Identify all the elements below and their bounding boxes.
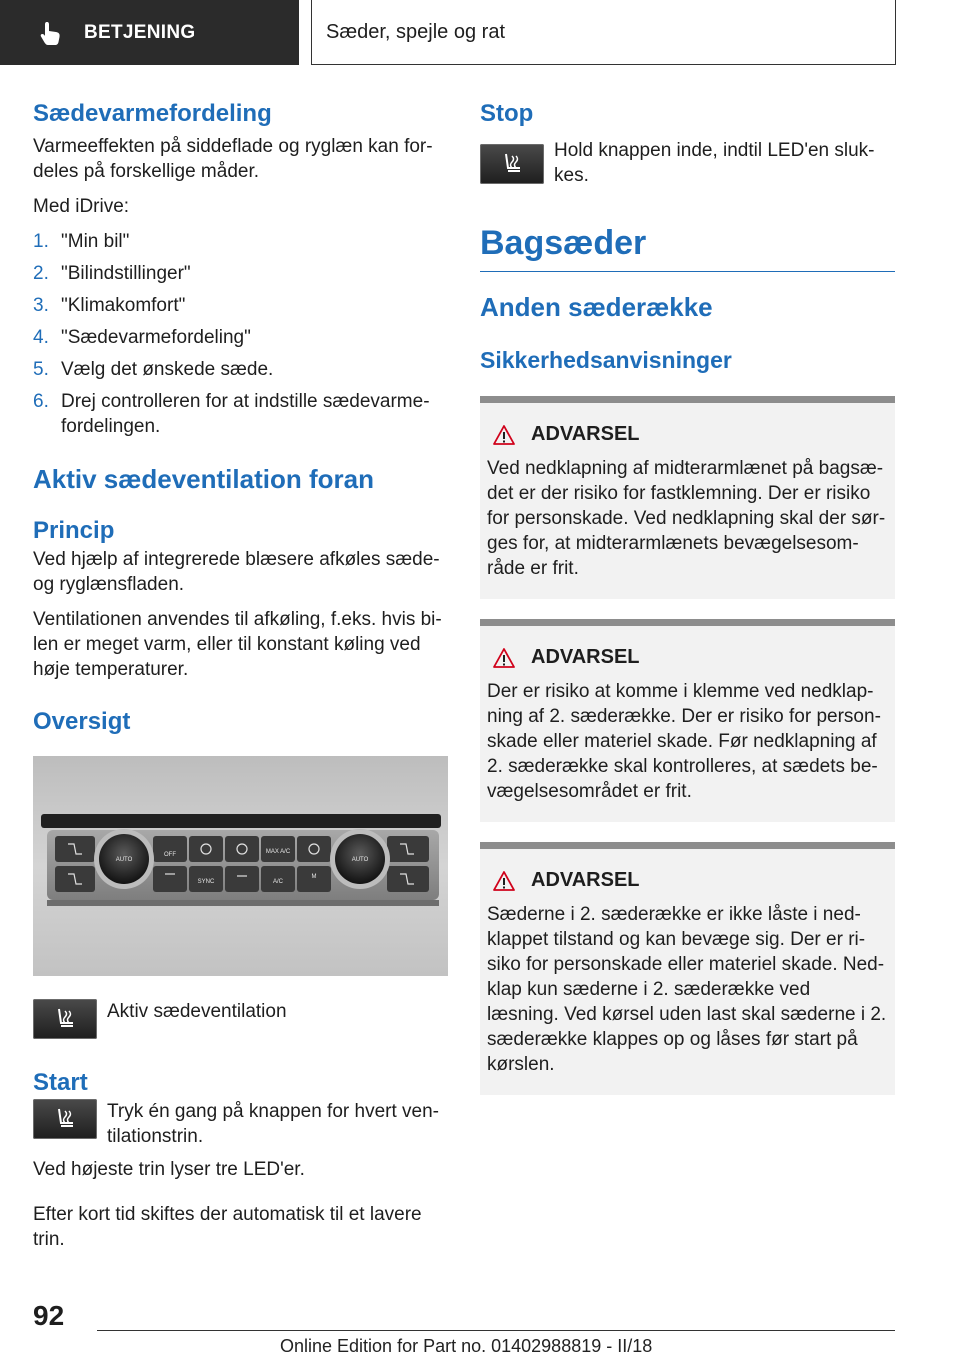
idrive-steps xyxy=(33,229,448,439)
footer-divider xyxy=(97,1330,895,1331)
paragraph-after: Efter kort tid skiftes der automatisk til et lavere trin. xyxy=(33,1204,422,1250)
warning-triangle-icon xyxy=(493,648,515,668)
section-tab xyxy=(0,0,299,65)
warning-triangle-icon xyxy=(493,871,515,891)
list-item: 5. Vælg det ønskede sæde. xyxy=(33,359,274,380)
heading-stop: Stop xyxy=(480,100,534,127)
warning-box xyxy=(480,619,895,822)
warning-title: ADVARSEL xyxy=(531,869,640,891)
list-item: 4. "Sædevarmefordeling" xyxy=(33,327,251,348)
warning-text: Sæderne i 2. sæderække er ikke låste i nedklappet tilstand og kan bevæge sig. Der er risiko for personskade eller materiel skade. Nedklap kun sæderne i 2. sæderække ved læsning. Ved kørsel uden last skal sæderne i 2. sæderække klappes op og låses før start på kørslen. xyxy=(487,904,887,1075)
warning-box xyxy=(480,842,895,1095)
heading-second-row: Anden sæderække xyxy=(480,292,713,322)
m-label: M xyxy=(311,874,317,880)
heading-rear-seats: Bagsæder xyxy=(480,224,895,272)
warning-title: ADVARSEL xyxy=(531,423,640,445)
section-label: BETJENING xyxy=(84,21,196,43)
ventilation-caption: Aktiv sædeventilation xyxy=(107,1001,287,1022)
right-column xyxy=(480,100,895,1115)
heading-start: Start xyxy=(33,1069,88,1096)
list-item: 6. Drej controlleren for at indstille sædevarmefordelingen. xyxy=(33,391,430,437)
list-item: 2. "Bilindstillinger" xyxy=(33,263,191,284)
paragraph-stop: Hold knappen inde, indtil LED'en slukkes. xyxy=(554,140,875,186)
climate-control-panel-photo xyxy=(33,756,448,976)
hand-pointer-icon xyxy=(38,20,64,46)
list-item: 3. "Klimakomfort" xyxy=(33,295,186,316)
paragraph-idrive: Med iDrive: xyxy=(33,196,130,217)
warning-box xyxy=(480,396,895,599)
heading-safety-notes: Sikkerhedsanvisninger xyxy=(480,347,732,373)
heading-principle: Princip xyxy=(33,517,115,544)
list-item: 1. "Min bil" xyxy=(33,231,130,252)
off-label: OFF xyxy=(164,852,176,858)
heading-active-ventilation: Aktiv sædeventilation foran xyxy=(33,464,374,494)
ac-label: A/C xyxy=(272,879,284,885)
auto-label: AUTO xyxy=(351,857,369,863)
paragraph-distribution: Varmeeffekten på siddeflade og ryglæn kan fordeles på forskellige måder. xyxy=(33,136,433,182)
chapter-title: Sæder, spejle og rat xyxy=(311,0,896,65)
ventilation-button-row xyxy=(33,999,448,1039)
seat-ventilation-button-icon xyxy=(33,1099,97,1139)
warning-text: Der er risiko at komme i klemme ved nedklapning af 2. sæderække. Der er risiko for personskade eller materiel skade. Før nedklapning af 2. sæderække skal kontrolleres, at sædets bevægelsesområdet er frit. xyxy=(487,681,881,802)
heading-overview: Oversigt xyxy=(33,708,131,735)
auto-label: AUTO xyxy=(115,857,133,863)
paragraph-principle-2: Ventilationen anvendes til afkøling, f.eks. hvis bilen er meget varm, eller til konstant køling ved høje temperaturer. xyxy=(33,609,442,680)
paragraph-leds: Ved højeste trin lyser tre LED'er. xyxy=(33,1159,305,1180)
warning-triangle-icon xyxy=(493,425,515,445)
max-ac-label: MAX A/C xyxy=(265,849,291,855)
paragraph-principle-1: Ved hjælp af integrerede blæsere afkøles sæde- og ryglænsfladen. xyxy=(33,549,440,595)
warning-text: Ved nedklapning af midterarmlænet på bagsædet er der risiko for fastklemning. Der er risiko for personskade. Ved nedklapning skal der sørges for, at midterarmlænets bevægelsesområde er frit. xyxy=(487,458,886,579)
stop-button-row xyxy=(480,138,895,188)
warning-title: ADVARSEL xyxy=(531,646,640,668)
start-button-row xyxy=(33,1099,448,1149)
seat-ventilation-button-icon xyxy=(33,999,97,1039)
sync-label: SYNC xyxy=(197,879,215,885)
footer-edition: Online Edition for Part no. 01402988819 - II/18 xyxy=(280,1336,653,1356)
heading-seat-heat-distribution: Sædevarmefordeling xyxy=(33,100,272,127)
left-column xyxy=(33,100,448,1252)
seat-ventilation-button-icon xyxy=(480,144,544,184)
page-number: 92 xyxy=(33,1300,65,1331)
paragraph-start: Tryk én gang på knappen for hvert ventilationstrin. xyxy=(107,1101,439,1147)
